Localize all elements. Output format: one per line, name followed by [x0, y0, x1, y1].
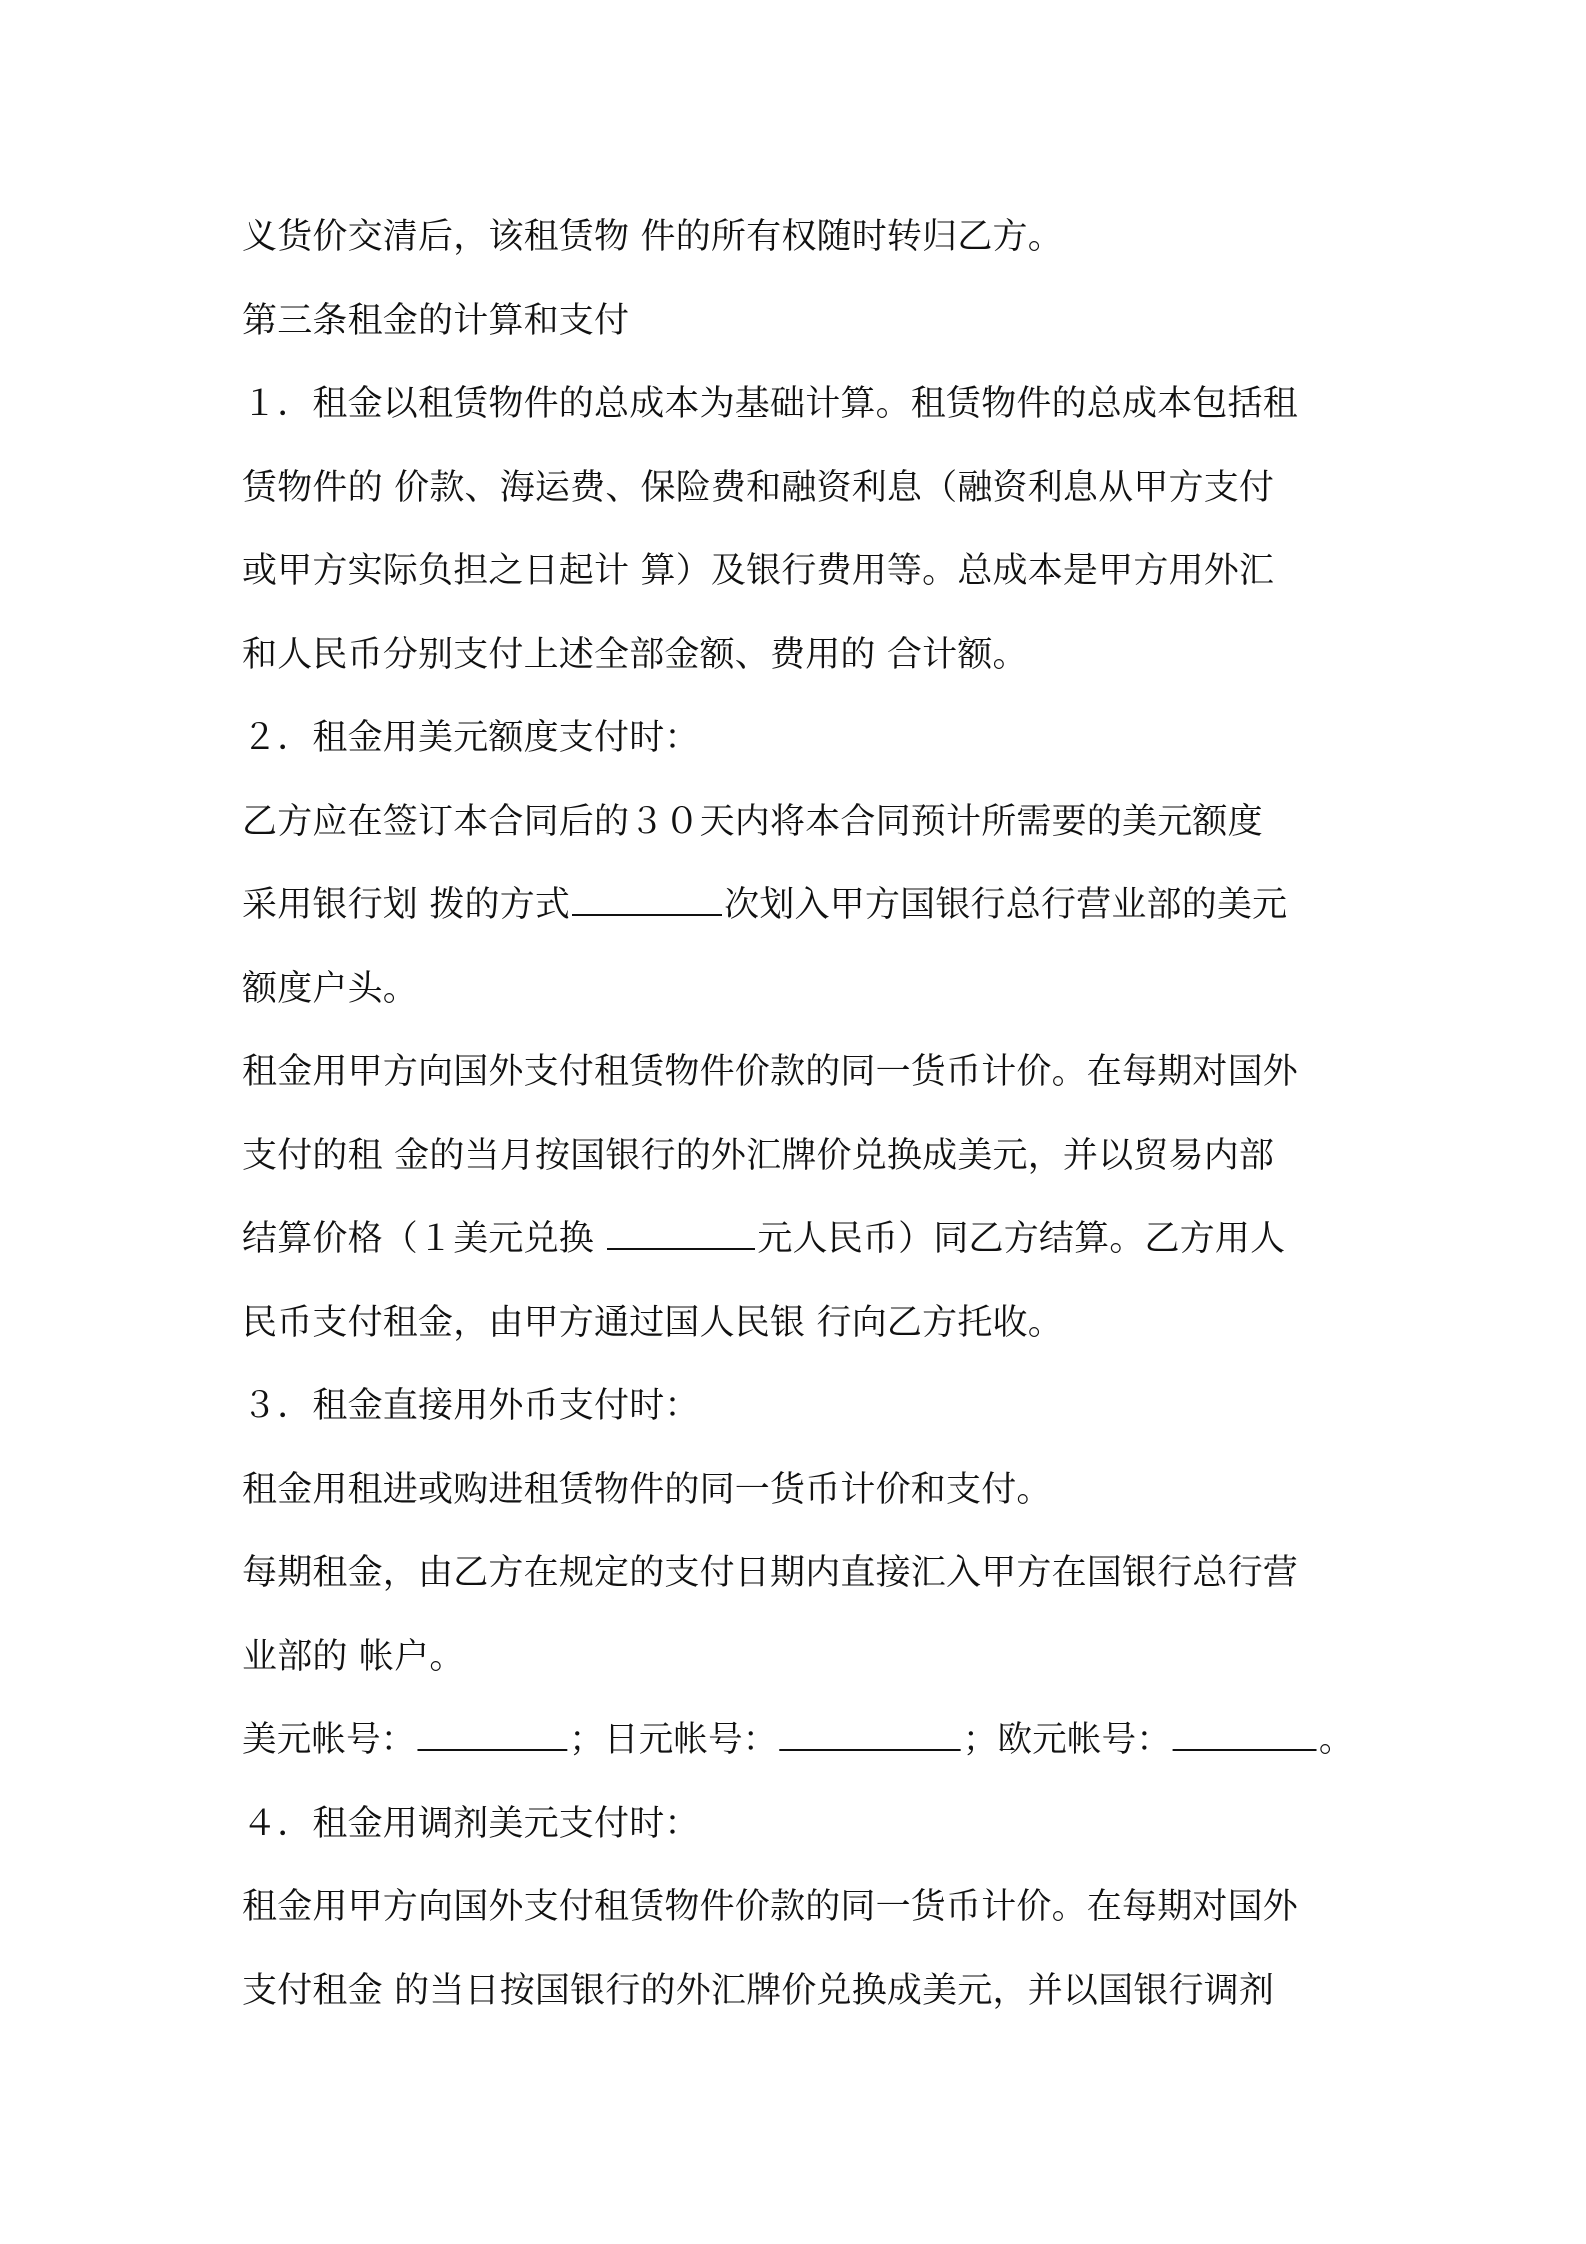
document-body [242, 196, 1354, 2033]
text-line-ownership-transfer: 义货价交清后，该租赁物 件的所有权随时转归乙方。 [242, 217, 1063, 257]
exchange-rate-blank[interactable] [607, 1218, 755, 1250]
eur-account-blank[interactable] [1173, 1719, 1317, 1751]
pricing-line-3: 结算价格（１美元兑换 元人民币）同乙方结算。乙方用人 [242, 1219, 1286, 1259]
clause-4-line-2: 支付租金 的当日按国银行的外汇牌价兑换成美元，并以国银行调剂 [242, 1970, 1275, 2011]
clause-2-line-2: 采用银行划 拨的方式 次划入甲方国银行总行营业部的美元 [242, 885, 1288, 925]
clause-3-heading: ３．租金直接用外币支付时： [242, 1386, 700, 1426]
clause-3-line-3: 业部的 帐户。 [242, 1636, 465, 1677]
installment-count-blank[interactable] [572, 884, 722, 916]
clause-1-line-3: 或甲方实际负担之日起计 算）及银行费用等。总成本是甲方用外汇 [242, 551, 1275, 591]
jpy-account-blank[interactable] [779, 1719, 960, 1751]
clause-4-heading: ４．租金用调剂美元支付时： [242, 1803, 700, 1844]
clause-1-line-2: 赁物件的 价款、海运费、保险费和融资利息（融资利息从甲方支付 [242, 467, 1275, 508]
clause-2-line-3: 额度户头。 [242, 968, 419, 1009]
pricing-line-2: 支付的租 金的当月按国银行的外汇牌价兑换成美元，并以贸易内部 [242, 1135, 1275, 1176]
clause-4-line-1: 租金用甲方向国外支付租赁物件价款的同一货币计价。在每期对国外 [242, 1887, 1299, 1927]
pricing-line-4: 民币支付租金，由甲方通过国人民银 行向乙方托收。 [242, 1302, 1063, 1343]
account-numbers-line: 美元帐号： ；日元帐号： ；欧元帐号： 。 [242, 1720, 1354, 1760]
pricing-line-1: 租金用甲方向国外支付租赁物件价款的同一货币计价。在每期对国外 [242, 1052, 1299, 1092]
clause-1-line-4: 和人民币分别支付上述全部金额、费用的 合计额。 [242, 634, 1028, 675]
clause-2-heading: ２．租金用美元额度支付时： [242, 718, 700, 758]
clause-2-line-1: 乙方应在签订本合同后的３０天内将本合同预计所需要的美元额度 [242, 801, 1263, 842]
usd-account-blank[interactable] [417, 1719, 567, 1751]
clause-1-line-1: １．租金以租赁物件的总成本为基础计算。租赁物件的总成本包括租 [242, 384, 1299, 424]
article-3-heading: 第三条租金的计算和支付 [242, 300, 630, 341]
clause-3-line-2: 每期租金，由乙方在规定的支付日期内直接汇入甲方在国银行总行营 [242, 1553, 1299, 1593]
clause-3-line-1: 租金用租进或购进租赁物件的同一货币计价和支付。 [242, 1469, 1052, 1510]
